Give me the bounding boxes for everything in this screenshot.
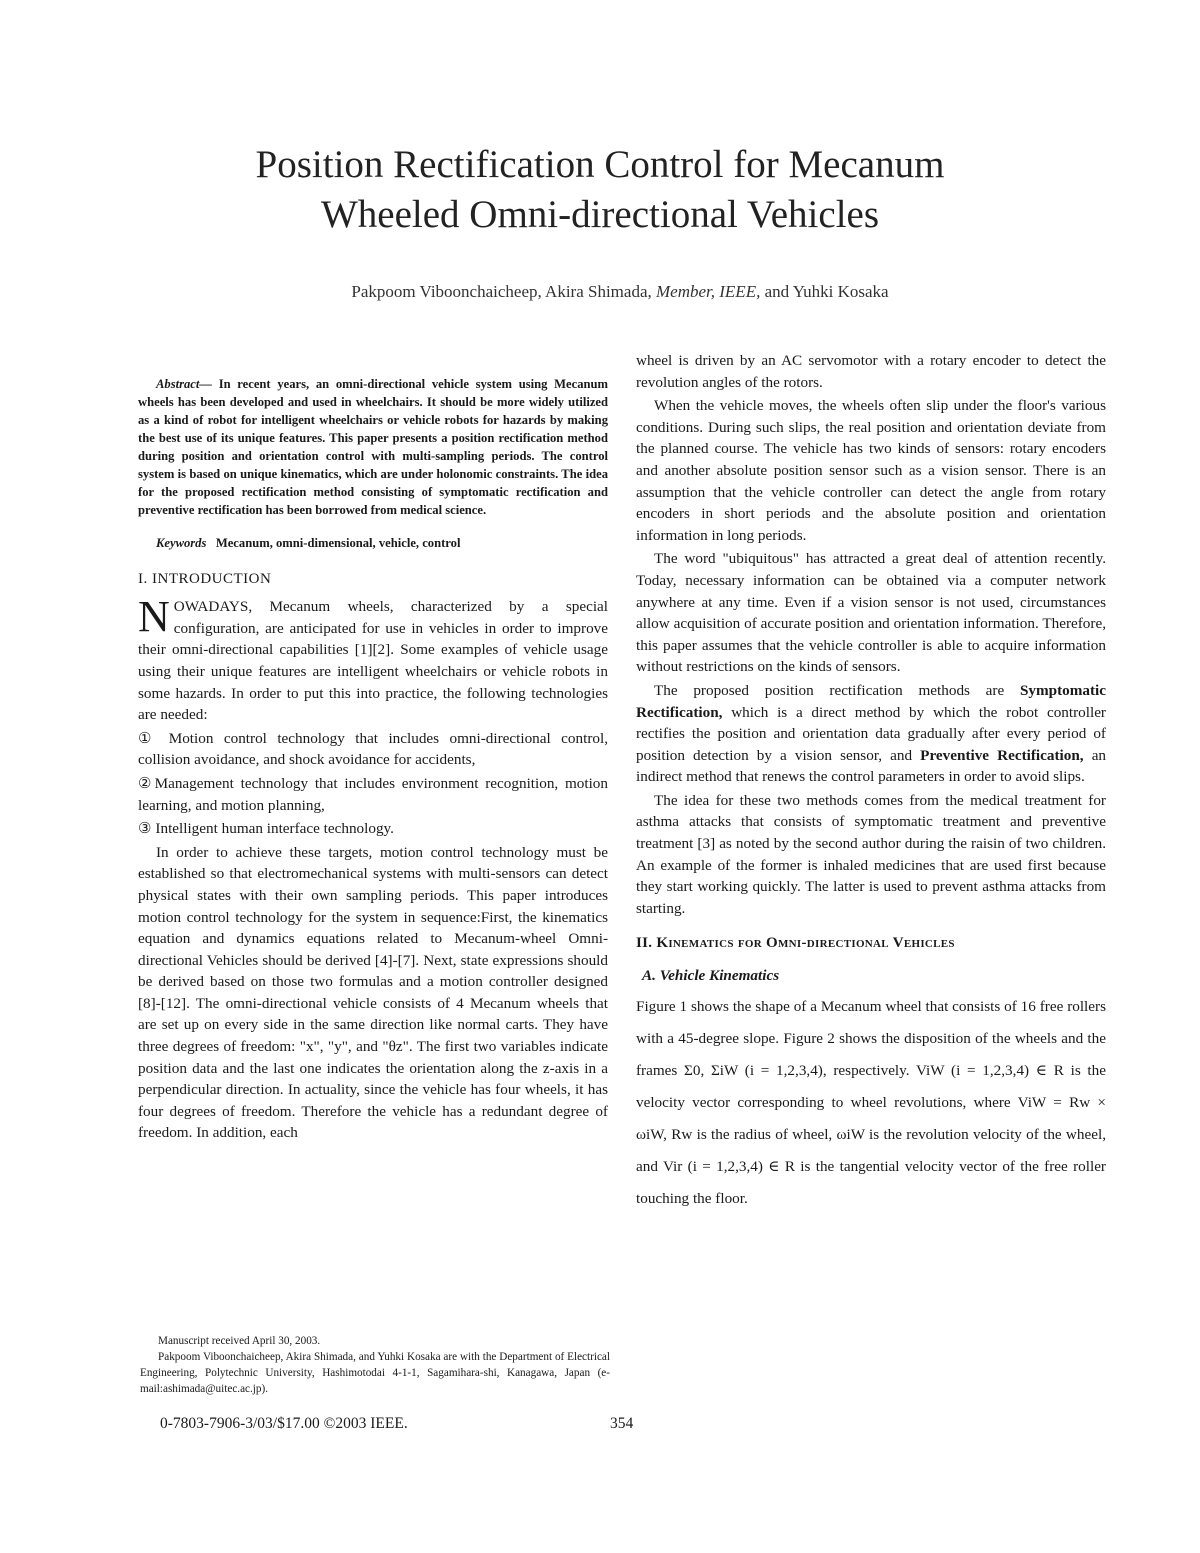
right-paragraph-3 [636, 680, 1106, 788]
intro-paragraph-2-text: In order to achieve these targets, motion control technology must be established so that electromechanical systems with multi-sensors can detect physical states with their own sampling periods. This paper introduces motion control technology for the system in sequence:First, the kinematics equation and dynamics equations related to Mecanum-wheel Omni-directional Vehicles should be derived [4]-[7]. Next, state expressions should be derived based on those two formulas and a motion controller designed [8]-[12]. The omni-directional vehicle consists of 4 Mecanum wheels that are set up on every side in the same direction like normal carts. They have three degrees of [138, 843, 608, 1056]
keywords [138, 533, 608, 555]
intro-paragraph-1 [138, 592, 608, 726]
footnote-received: Manuscript received April 30, 2003. [158, 1335, 321, 1347]
p3-text-c: which is a direct method by which the robot controller rectifies the position and orientation data gradually after every period of position detection by a vision sensor, and [636, 703, 1106, 764]
left-column [138, 350, 608, 1146]
p3-text-a: The proposed position rectification methods are [654, 681, 1005, 699]
right-paragraph-4: The idea for these two methods comes from the medical treatment for asthma attacks that consists of symptomatic treatment and preventive treatment [3] as noted by the second author during the raisin of two children. An example of the former is inhaled medicines that are used first because they start working quickly. The latter is used to prevent asthma attacks from starting. [636, 791, 1106, 917]
title-line-2: Wheeled Omni-directional Vehicles [320, 193, 880, 236]
right-paragraph-2: The word "ubiquitous" has attracted a great deal of attention recently. Today, necessary information can be obtained via a computer network anywhere at any time. Even if a vision sensor is not used, circumstances allow acquisition of accurate position and orientation information. Therefore, this paper assumes that the vehicle controller is able to acquire information without restrictions on the kinds of sensors. [636, 550, 1106, 676]
abstract [138, 375, 608, 519]
keywords-text: Mecanum, omni-dimensional, vehicle, control [215, 536, 461, 550]
intro-paragraph-2 [138, 842, 608, 1144]
paper-title [0, 140, 1200, 240]
term-symptomatic-rectification: Symptomatic Rectification, [636, 681, 1107, 721]
subsection-heading-vehicle-kinematics: A. Vehicle Kinematics [642, 967, 780, 985]
right-paragraph-5: Figure 1 shows the shape of a Mecanum wheel that consists of 16 free rollers with a 45-degree slope. Figure 2 shows the disposition of the wheels and the frames Σ0, ΣiW (i = 1,2,3,4), respectively. ViW (i = 1,2,3,4) ∈ R is the velocity vector corresponding to wheel revolutions, where ViW = Rw × ωiW, Rw is the radius of wheel, ωiW is the revolution velocity of the wheel, and Vir (i = 1,2,3,4) ∈ R is the tangential velocity vector of the free roller touching the floor. [636, 997, 1106, 1207]
copyright-notice: 0-7803-7906-3/03/$17.00 ©2003 IEEE. [160, 1415, 408, 1432]
title-line-1: Position Rectification Control for Mecanum [255, 143, 945, 186]
right-paragraph-1: When the vehicle moves, the wheels often slip under the floor's various conditions. During such slips, the real position and orientation deviate from the planned course. The vehicle has two kinds of sensors: rotary encoders and another absolute position sensor such as a vision sensor. There is an assumption that the vehicle controller can detect the angle from rotary encoders in short periods and the absolute position and orientation information in long periods. [636, 397, 1106, 544]
intro-list-item-3: ③ Intelligent human interface technology. [138, 820, 394, 838]
keywords-label: Keywords [156, 536, 207, 550]
intro-list-item-2: ②Management technology that includes environment recognition, motion learning, and motion planning, [138, 774, 608, 814]
intro-list-item-1: ① Motion control technology that includes omni-directional control, collision avoidance, and shock avoidance for accidents, [138, 729, 608, 769]
footnote-affiliation: Pakpoom Viboonchaicheep, Akira Shimada, and Yuhki Kosaka are with the Department of Electrical Engineering, Polytechnic University, Hashimotodai 4-1-1, Sagamihara-shi, Kanagawa, Japan (e-mail:ashimada@uitec.ac.jp). [140, 1351, 610, 1395]
authors-last: and Yuhki Kosaka [764, 282, 889, 301]
section-heading-introduction: I. INTRODUCTION [138, 570, 272, 587]
authors-membership: Member, IEEE, [656, 282, 761, 301]
intro-paragraph-2-freedom: freedom: "x", "y", and "θz". The first two variables indicate position data and the last one indicates the orientation along the z-axis in a perpendicular direction. In actuality, since the vehicle has four wheels, it has four degrees of freedom. Therefore the vehicle has a redundant degree of freedom. In addition, each [138, 1038, 608, 1142]
page-number: 354 [610, 1415, 634, 1432]
footnote [140, 1333, 610, 1397]
drop-cap: N [138, 592, 170, 642]
abstract-label: Abstract— [156, 377, 212, 391]
author-line [0, 282, 1200, 302]
authors-names: Pakpoom Viboonchaicheep, Akira Shimada, [351, 282, 652, 301]
section-heading-kinematics: II. Kinematics for Omni-directional Vehicles [636, 935, 955, 952]
intro-paragraph-1-text: OWADAYS, Mecanum wheels, characterized by a special configuration, are anticipated for use in vehicles in order to improve their omni-directional capabilities [1][2]. Some examples of vehicle usage using their unique features are intelligent wheelchairs or vehicle robots in some hazards. In order to put this into practice, the following technologies are needed: [138, 598, 608, 724]
p3-text-e: an indirect method that renews the control parameters in order to avoid slips. [636, 746, 1107, 786]
right-paragraph-0: wheel is driven by an AC servomotor with a rotary encoder to detect the revolution angles of the rotors. [636, 352, 1106, 391]
right-column [636, 350, 1106, 1217]
abstract-text: In recent years, an omni-directional vehicle system using Mecanum wheels has been developed and used in wheelchairs. It should be more widely utilized as a kind of robot for intelligent wheelchairs or vehicle robots for hazards by making the best use of its unique features. This paper presents a position rectification method during position and orientation control with multi-sampling periods. The control system is based on unique kinematics, which are under holonomic constraints. The idea for the proposed rectification method consisting of symptomatic rectification and preventive rectification has been borrowed from medical science. [138, 377, 608, 517]
term-preventive-rectification: Preventive Rectification, [920, 746, 1084, 764]
